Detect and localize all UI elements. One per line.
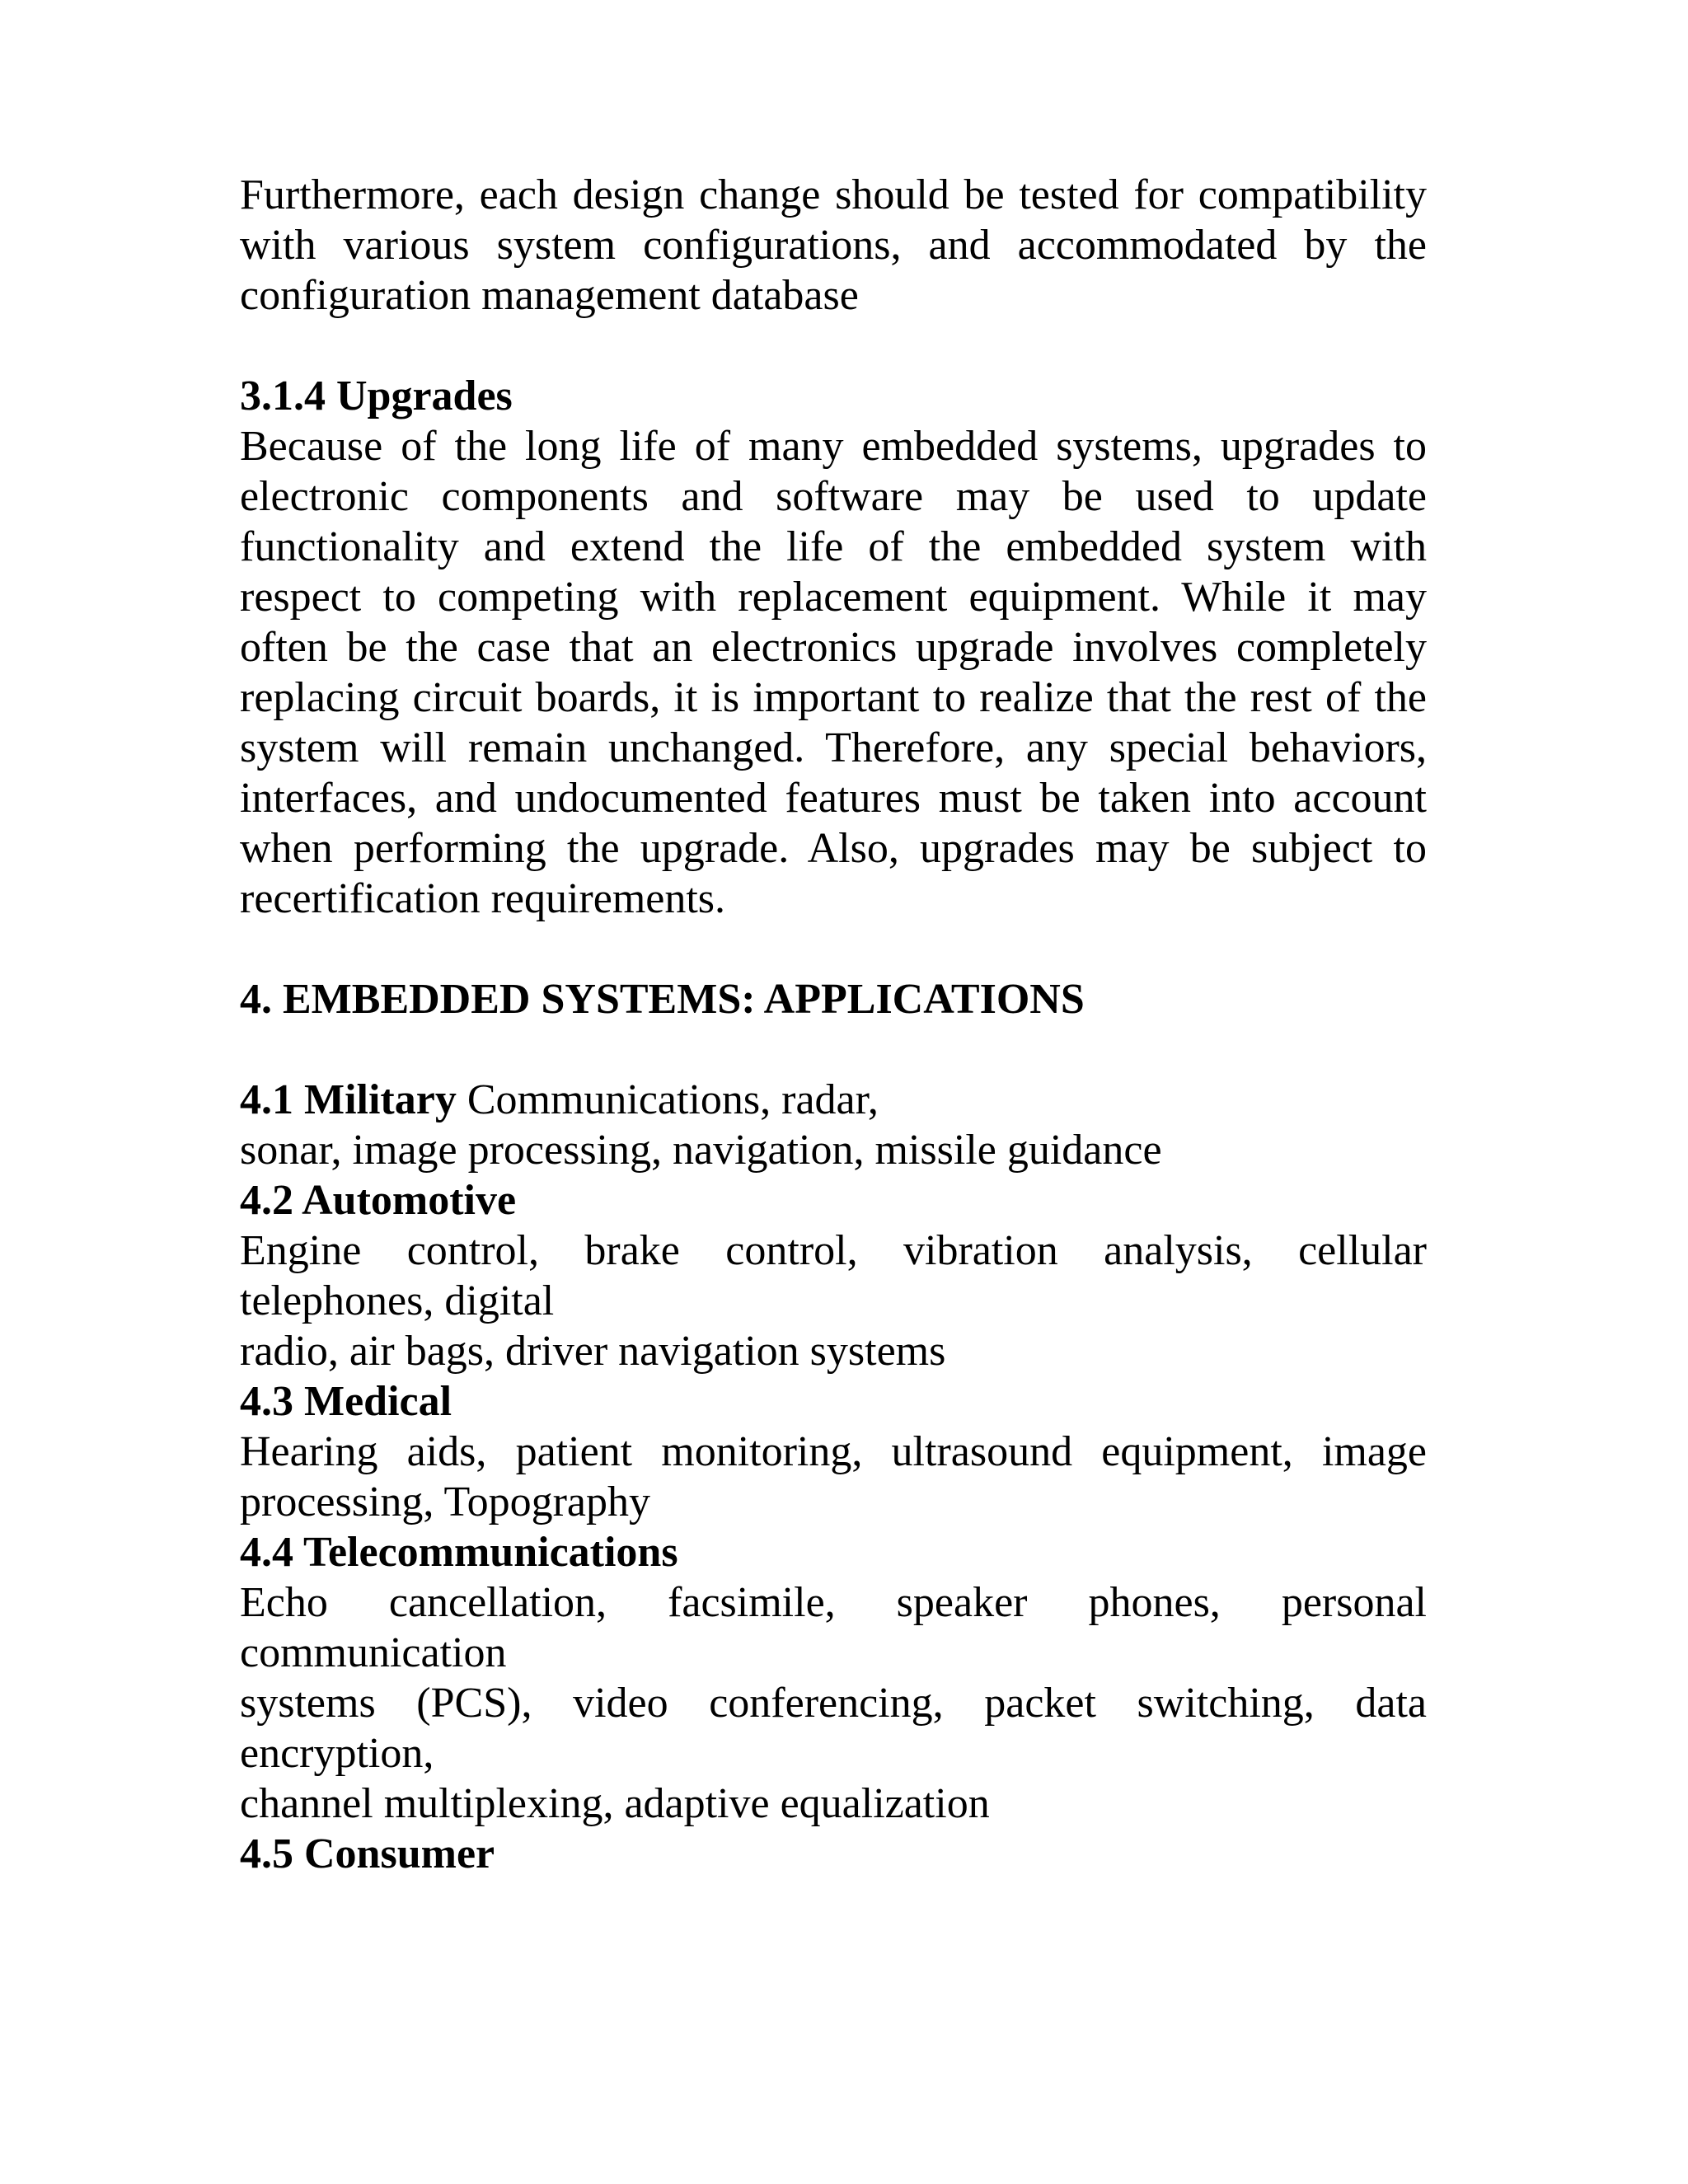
text-line: radio, air bags, driver navigation systems	[240, 1328, 946, 1375]
military-section	[240, 1075, 1427, 1175]
military-inline-text: Communications, radar,	[456, 1076, 879, 1123]
text-line: with various system configurations, and accommodated by the	[240, 222, 1427, 269]
text-line: channel multiplexing, adaptive equalization	[240, 1780, 990, 1827]
text-line: encryption,	[240, 1730, 434, 1777]
medical-section	[240, 1376, 1427, 1527]
text-line: configuration management database	[240, 272, 859, 319]
chapter-heading: 4. EMBEDDED SYSTEMS: APPLICATIONS	[240, 976, 1085, 1023]
text-line: recertification requirements.	[240, 875, 726, 922]
intro-paragraph	[240, 170, 1427, 321]
text-line: systems (PCS), video conferencing, packet switching, data	[240, 1680, 1427, 1727]
spacer	[240, 321, 1427, 371]
text-line: Hearing aids, patient monitoring, ultrasound equipment, image	[240, 1428, 1427, 1475]
text-line: Because of the long life of many embedded systems, upgrades to	[240, 423, 1427, 470]
subsection-heading-military: 4.1 Military	[240, 1076, 457, 1123]
text-line: system will remain unchanged. Therefore, any special behaviors,	[240, 724, 1427, 771]
automotive-section	[240, 1175, 1427, 1376]
subsection-heading-automotive: 4.2 Automotive	[240, 1177, 517, 1224]
subsection-heading-telecom: 4.4 Telecommunications	[240, 1529, 678, 1576]
spacer	[240, 924, 1427, 974]
text-line: Echo cancellation, facsimile, speaker phones, personal	[240, 1579, 1427, 1626]
subsection-heading-medical: 4.3 Medical	[240, 1378, 452, 1425]
subsection-heading-consumer: 4.5 Consumer	[240, 1830, 495, 1877]
text-line: Furthermore, each design change should be tested for compatibility	[240, 171, 1427, 218]
text-line: processing, Topography	[240, 1479, 650, 1526]
text-line: telephones, digital	[240, 1277, 555, 1324]
text-line: communication	[240, 1629, 507, 1676]
text-line: interfaces, and undocumented features must be taken into account	[240, 775, 1427, 822]
text-line: functionality and extend the life of the embedded system with	[240, 523, 1427, 570]
section-heading-upgrades: 3.1.4 Upgrades	[240, 373, 513, 419]
document-page	[240, 170, 1427, 1879]
text-line: electronic components and software may be used to update	[240, 473, 1427, 520]
spacer	[240, 1024, 1427, 1075]
text-line: Engine control, brake control, vibration analysis, cellular	[240, 1227, 1427, 1274]
military-heading-line	[240, 1075, 1427, 1125]
text-line: sonar, image processing, navigation, missile guidance	[240, 1127, 1162, 1174]
text-line: when performing the upgrade. Also, upgrades may be subject to	[240, 825, 1427, 872]
telecom-section	[240, 1527, 1427, 1829]
text-line: often be the case that an electronics upgrade involves completely	[240, 624, 1427, 671]
text-line: respect to competing with replacement equipment. While it may	[240, 574, 1427, 621]
upgrades-paragraph	[240, 421, 1427, 924]
text-line: replacing circuit boards, it is important to realize that the rest of the	[240, 674, 1427, 721]
